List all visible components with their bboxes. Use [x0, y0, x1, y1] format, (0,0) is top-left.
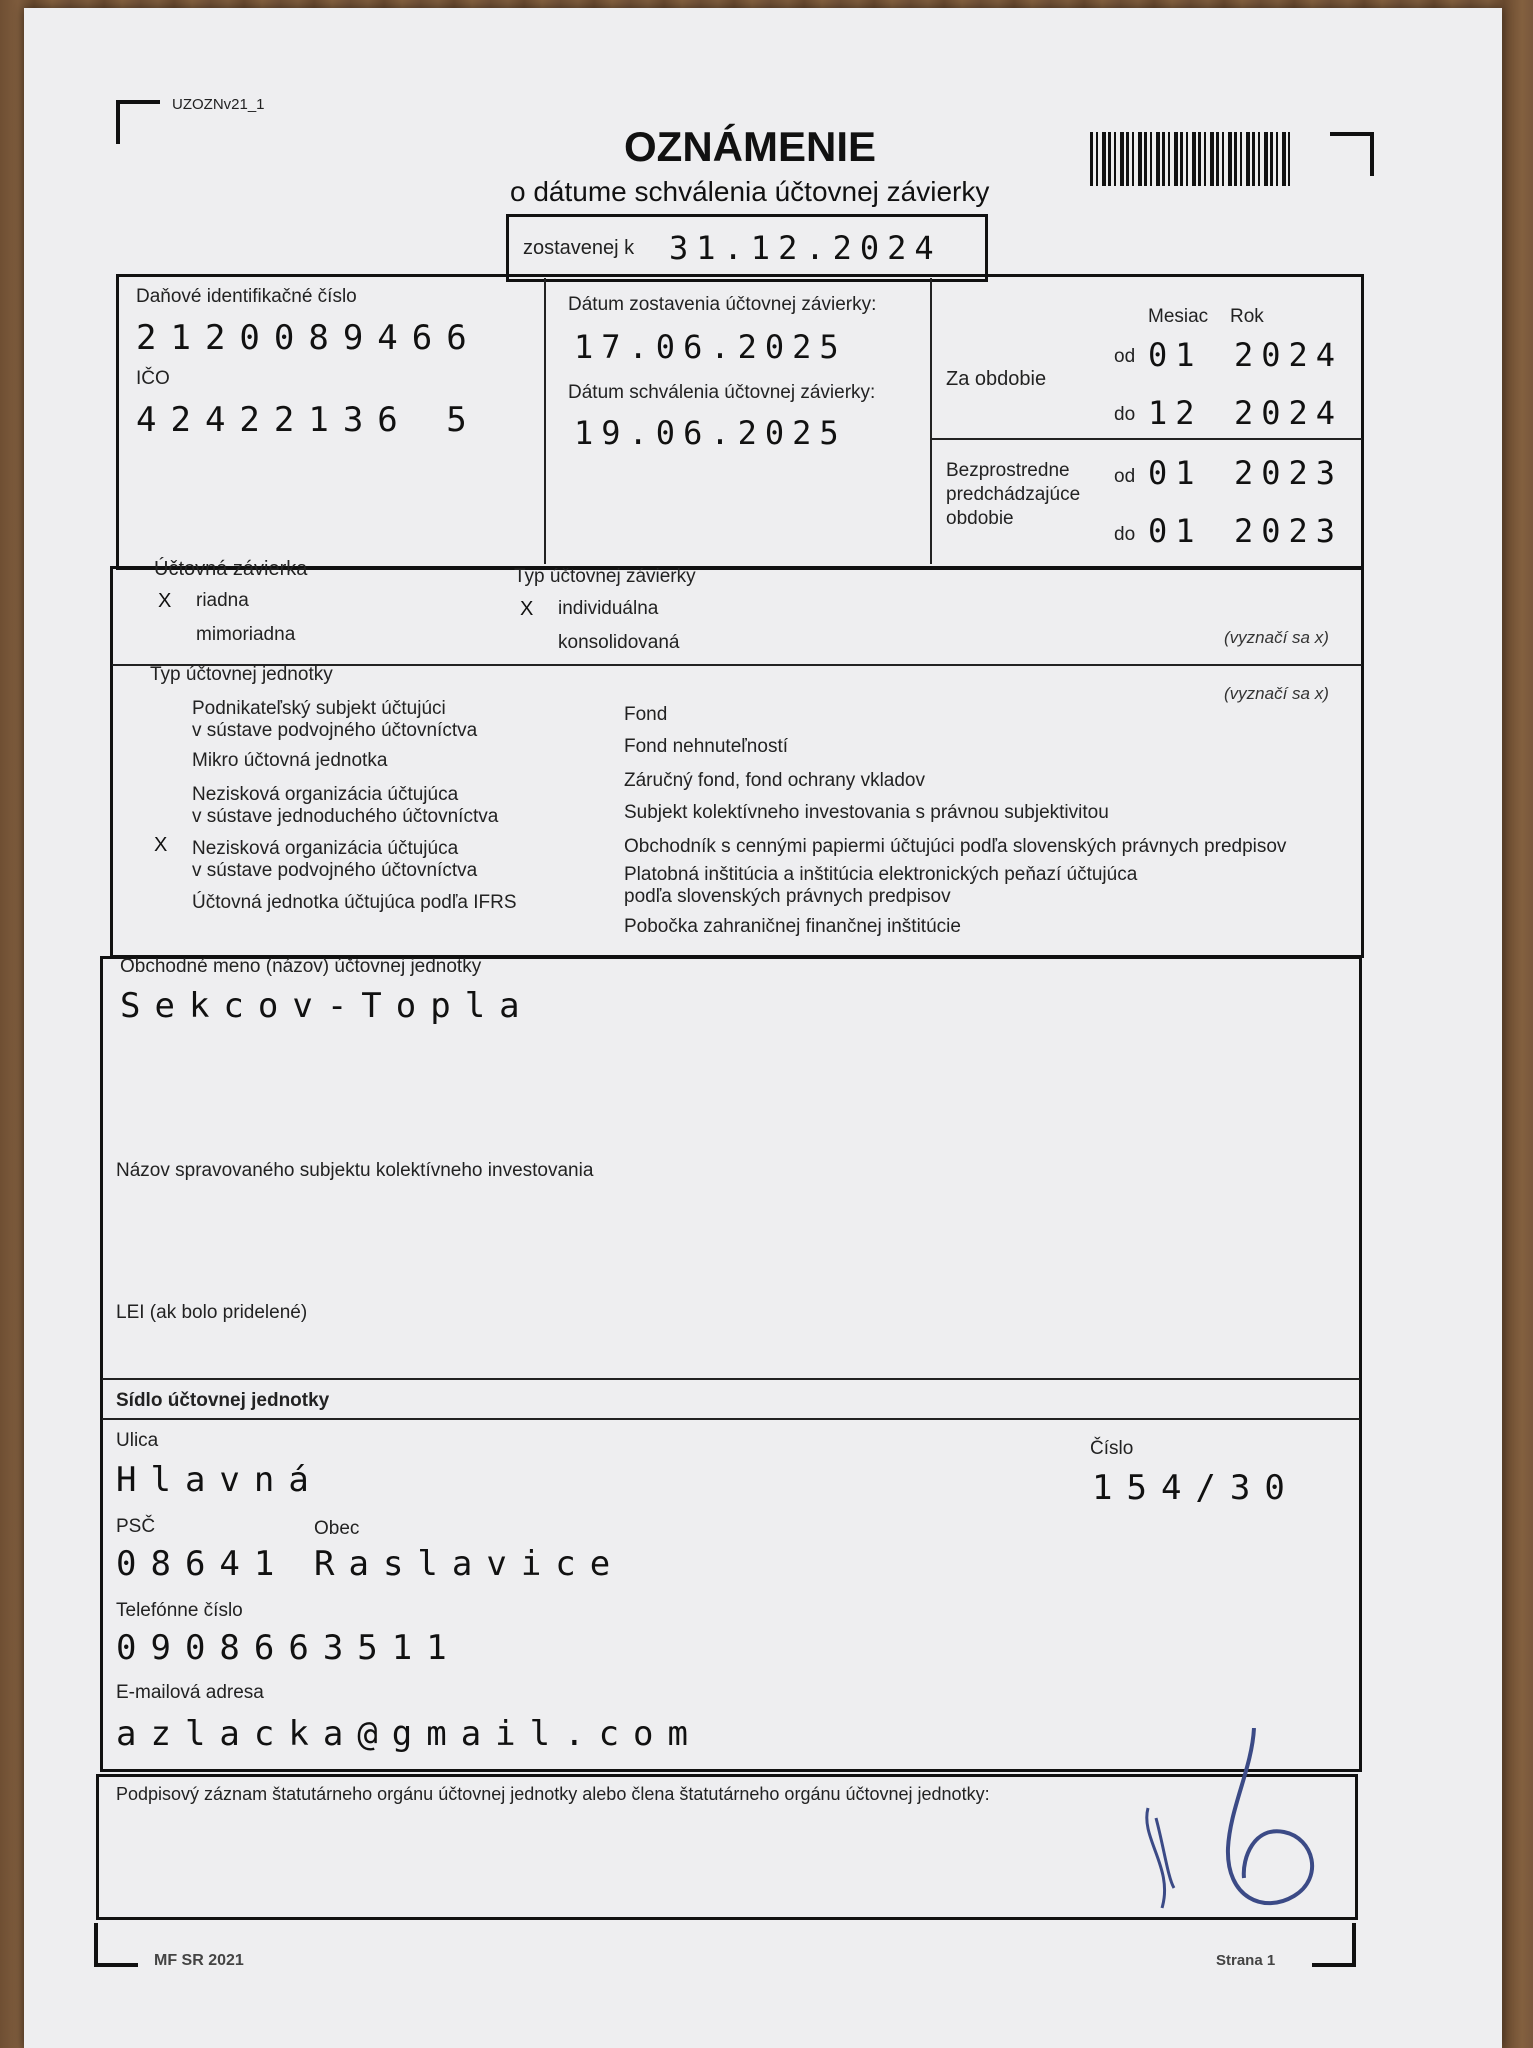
seat-label: Sídlo účtovnej jednotky — [116, 1390, 330, 1411]
closure-label: Účtovná závierka — [154, 558, 308, 580]
form-code: UZOZNv21_1 — [172, 96, 265, 113]
date-approved-value: 19.06.2025 — [574, 414, 847, 452]
unit-type-right-3: Záručný fond, fond ochrany vkladov — [624, 770, 926, 791]
period-label: Za obdobie — [946, 368, 1047, 390]
corner-mark-top-left — [116, 100, 160, 144]
compiled-date-label: zostavenej k — [523, 237, 635, 259]
prev-to-month: 01 — [1148, 512, 1203, 550]
dic-label: Daňové identifikačné číslo — [136, 286, 357, 307]
email-label: E-mailová adresa — [116, 1682, 264, 1703]
closure-individual: individuálna — [558, 598, 659, 619]
city-label: Obec — [314, 1518, 360, 1539]
ico-value: 42422136 5 — [136, 400, 481, 440]
prev-period-label-2: predchádzajúce — [946, 484, 1081, 505]
mark-hint-unit: (vyznačí sa x) — [1224, 684, 1329, 703]
form-sheet — [24, 8, 1502, 2048]
closure-individual-mark: X — [520, 598, 534, 620]
street-value: Hlavná — [116, 1460, 323, 1500]
period-from-year: 2024 — [1234, 336, 1344, 374]
unit-type-right-2: Fond nehnuteľností — [624, 736, 788, 757]
phone-label: Telefónne číslo — [116, 1600, 243, 1621]
page-subtitle: o dátume schválenia účtovnej závierky — [510, 176, 990, 207]
year-label: Rok — [1230, 306, 1264, 327]
date-compiled-label: Dátum zostavenia účtovnej závierky: — [568, 294, 877, 315]
closure-regular: riadna — [196, 590, 249, 611]
unit-type-left-7: v sústave podvojného účtovníctva — [192, 860, 478, 881]
unit-type-left-5: v sústave jednoduchého účtovníctva — [192, 806, 499, 827]
date-approved-label: Dátum schválenia účtovnej závierky: — [568, 382, 876, 403]
signature-image — [1134, 1728, 1334, 1918]
unit-type-mark: X — [154, 834, 168, 856]
prev-from-label: od — [1114, 466, 1136, 487]
period-to-label: do — [1114, 404, 1136, 425]
fund-label: Názov spravovaného subjektu kolektívneho investovania — [116, 1160, 594, 1181]
period-to-month: 12 — [1148, 394, 1203, 432]
prev-to-year: 2023 — [1234, 512, 1344, 550]
footer-right: Strana 1 — [1216, 1952, 1276, 1969]
unit-type-right-7: podľa slovenských právnych predpisov — [624, 886, 951, 907]
email-value: azlacka@gmail.com — [116, 1714, 702, 1754]
unit-type-left-3: Mikro účtovná jednotka — [192, 750, 388, 771]
page-title: OZNÁMENIE — [624, 123, 876, 170]
barcode — [1090, 132, 1290, 186]
compiled-date-value: 31.12.2024 — [669, 229, 942, 267]
mark-hint-closure: (vyznačí sa x) — [1224, 628, 1329, 647]
footer-left: MF SR 2021 — [154, 1952, 244, 1969]
unit-type-left-2: v sústave podvojného účtovníctva — [192, 720, 478, 741]
closure-consolidated: konsolidovaná — [558, 632, 680, 653]
prev-period-label-3: obdobie — [946, 508, 1014, 529]
prev-period-label-1: Bezprostredne — [946, 460, 1070, 481]
unit-type-label: Typ účtovnej jednotky — [150, 664, 333, 685]
lei-label: LEI (ak bolo pridelené) — [116, 1302, 308, 1323]
unit-type-left-4: Nezisková organizácia účtujúca — [192, 784, 459, 805]
prev-from-month: 01 — [1148, 454, 1203, 492]
period-from-month: 01 — [1148, 336, 1203, 374]
unit-type-right-5: Obchodník s cennými papiermi účtujúci podľa slovenských právnych predpisov — [624, 836, 1287, 857]
closure-extra: mimoriadna — [196, 624, 296, 645]
city-value: Raslavice — [314, 1544, 625, 1584]
psc-value: 08641 — [116, 1544, 289, 1584]
period-to-year: 2024 — [1234, 394, 1344, 432]
unit-type-left-6: Nezisková organizácia účtujúca — [192, 838, 459, 859]
unit-type-left-8: Účtovná jednotka účtujúca podľa IFRS — [192, 892, 517, 913]
number-label: Číslo — [1090, 1438, 1134, 1459]
psc-label: PSČ — [116, 1516, 156, 1537]
unit-type-right-1: Fond — [624, 704, 668, 725]
dic-value: 2120089466 — [136, 318, 481, 358]
date-compiled-value: 17.06.2025 — [574, 328, 847, 366]
corner-mark-top-right — [1330, 132, 1374, 176]
name-value: Sekcov-Topla — [120, 986, 534, 1026]
prev-to-label: do — [1114, 524, 1136, 545]
closure-regular-mark: X — [158, 590, 172, 612]
compiled-date-box — [506, 214, 988, 282]
number-value: 154/30 — [1092, 1468, 1299, 1508]
corner-mark-bottom-right — [1312, 1923, 1356, 1967]
prev-from-year: 2023 — [1234, 454, 1344, 492]
month-label: Mesiac — [1148, 306, 1209, 327]
unit-type-right-6: Platobná inštitúcia a inštitúcia elektronických peňazí účtujúca — [624, 864, 1138, 885]
unit-type-left-1: Podnikateľský subjekt účtujúci — [192, 698, 446, 719]
ico-label: IČO — [136, 368, 170, 389]
phone-value: 0908663511 — [116, 1628, 461, 1668]
corner-mark-bottom-left — [94, 1923, 138, 1967]
street-label: Ulica — [116, 1430, 159, 1451]
unit-type-right-4: Subjekt kolektívneho investovania s právnou subjektivitou — [624, 802, 1109, 823]
period-from-label: od — [1114, 346, 1136, 367]
signature-label: Podpisový záznam štatutárneho orgánu účtovnej jednotky alebo člena štatutárneho orgánu účtovnej jednotky: — [116, 1784, 990, 1804]
closure-type-label: Typ účtovnej závierky — [514, 566, 696, 587]
unit-type-right-8: Pobočka zahraničnej finančnej inštitúcie — [624, 916, 961, 937]
name-label: Obchodné meno (názov) účtovnej jednotky — [120, 956, 482, 977]
